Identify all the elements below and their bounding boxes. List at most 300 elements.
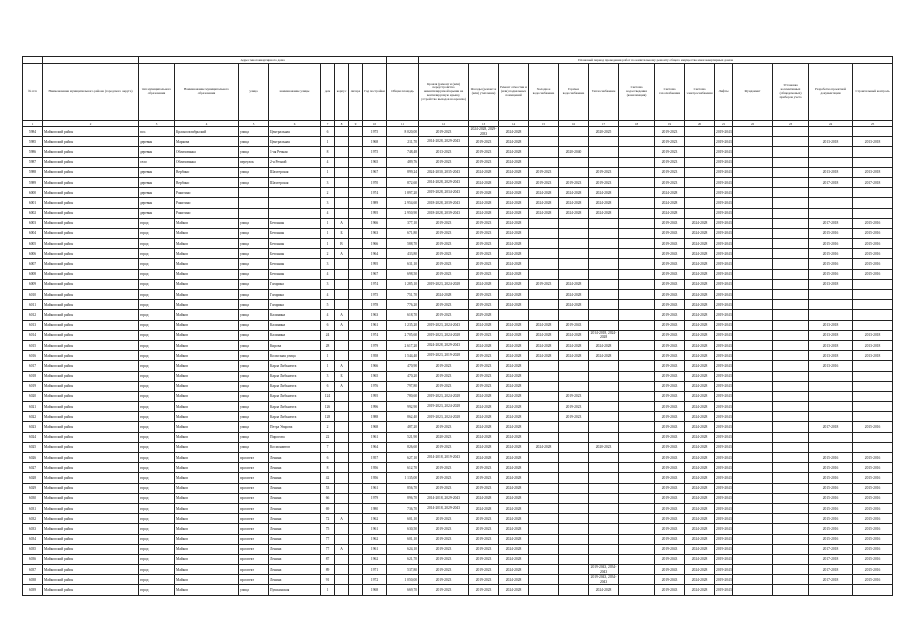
table-cell: Калинина [269,310,321,320]
table-cell: 2019-2023 [419,442,469,452]
table-cell: улица [239,340,269,350]
column-header: литера [349,64,363,121]
table-cell [853,402,893,412]
table-cell: Майкоп [175,412,239,422]
column-header: Установка коллективных (общедомовых) приборов учета [773,64,809,121]
table-cell: 2019-2023 [655,157,685,167]
table-cell: 3 [321,177,335,187]
table-cell: город [139,503,175,513]
table-cell: 2019-2023 [529,279,559,289]
table-cell: 6023 [23,422,43,432]
table-cell [733,127,773,137]
table-cell: 2019-2043 [715,534,733,544]
table-cell [619,391,655,401]
table-cell: 2024-2028 [655,198,685,208]
table-cell [733,228,773,238]
table-cell: 66 [321,493,335,503]
table-cell [589,463,619,473]
table-cell: улица [239,147,269,157]
table-cell: 2019-2043 [655,361,685,371]
table-cell: 91 [321,575,335,585]
table-cell: 2024-2028 [685,239,715,249]
table-cell: 22 [321,432,335,442]
table-cell [559,432,589,442]
table-cell: 2017-2018 [809,554,853,564]
table-cell: Маркова [175,137,239,147]
table-cell: 2019-2043 [715,137,733,147]
table-cell [239,188,269,198]
column-header: Система водоотведения (канализация) [619,64,655,121]
table-cell [733,371,773,381]
table-cell: деревня [139,208,175,218]
table-cell: Майкоп [175,544,239,554]
table-row [23,259,893,269]
table-cell [619,310,655,320]
table-cell: 72 [321,514,335,524]
table-cell: 2019-2023 [529,167,559,177]
table-cell: 6016 [23,351,43,361]
table-cell [529,565,559,575]
table-cell: 1 544,40 [387,351,419,361]
table-cell [853,412,893,422]
table-cell: 2024-2028 [499,381,529,391]
table-cell: 537,80 [387,565,419,575]
table-cell: 1979 [363,493,387,503]
table-cell [589,228,619,238]
table-cell [335,300,349,310]
table-cell [773,381,809,391]
table-cell [853,442,893,452]
table-cell: Б [335,371,349,381]
table-cell [853,147,893,157]
table-cell: 2024-2028 [685,371,715,381]
table-cell: 7 [321,442,335,452]
table-cell: 2024-2028 [469,177,499,187]
table-cell [685,208,715,218]
table-cell [619,147,655,157]
table-cell: 612,70 [387,463,419,473]
table-cell: 2019-2023 [419,239,469,249]
table-cell: 2019-2043 [655,493,685,503]
table-cell: 2019-2043 [715,239,733,249]
table-cell [733,259,773,269]
table-cell [529,249,559,259]
header-spacer [43,57,139,64]
table-cell: 2024-2028 [499,330,529,340]
table-cell: 2019-2023 [469,524,499,534]
table-cell: 2014-2028, 2029-2043 [419,137,469,147]
table-cell: 2019-2023 [469,483,499,493]
table-cell [619,544,655,554]
table-cell: проспект [239,514,269,524]
table-cell: Майкопский район [43,442,139,452]
table-cell: 2024-2028 [685,320,715,330]
table-cell: 2019-2023 [419,249,469,259]
table-cell: Майкопский район [43,483,139,493]
table-cell: Майкоп [175,493,239,503]
table-cell: Майкоп [175,340,239,350]
table-cell: 2015-2016 [853,473,893,483]
table-cell [529,554,559,564]
table-cell: 2015-2016 [809,514,853,524]
table-cell: 2024-2028 [469,422,499,432]
table-cell: 1 [321,351,335,361]
table-row [23,167,893,177]
table-cell: 1976 [363,381,387,391]
table-cell [349,218,363,228]
table-cell [685,198,715,208]
table-cell: 2019-2023, 2024-2028 [419,412,469,422]
column-number: 10 [363,121,387,127]
table-cell: А [335,514,349,524]
table-cell [349,422,363,432]
table-cell [809,391,853,401]
table-row [23,310,893,320]
table-cell: 2019-2043 [715,188,733,198]
table-row [23,300,893,310]
table-cell: 2019-2023 [469,585,499,595]
table-cell: 2019-2043 [715,208,733,218]
table-cell: 2019-2043 [655,351,685,361]
table-cell: город [139,310,175,320]
table-cell: 2015-2016 [809,463,853,473]
table-cell [349,147,363,157]
table-cell: 2024-2028 [469,442,499,452]
table-cell: проспект [239,503,269,513]
table-cell [559,554,589,564]
table-cell: 2019-2043 [655,391,685,401]
table-cell [589,493,619,503]
table-cell: А [335,249,349,259]
table-cell [589,320,619,330]
table-cell [733,453,773,463]
table-cell: 2015-2016 [809,524,853,534]
table-cell: 2019-2023 [469,575,499,585]
table-cell: 1979 [363,340,387,350]
table-row [23,432,893,442]
table-cell: город [139,575,175,585]
table-cell: 2015-2016 [853,534,893,544]
table-cell: 2 950,90 [387,208,419,218]
table-cell: Облизованка [175,147,239,157]
table-cell: 2024-2028, 2029-2033 [469,127,499,137]
table-cell [349,575,363,585]
table-cell: 2024-2028 [499,249,529,259]
table-cell: 797,80 [387,381,419,391]
table-cell [349,239,363,249]
table-cell: 2019-2023 [469,218,499,228]
table-cell: 2024-2028 [469,198,499,208]
table-cell: 2024-2028 [499,300,529,310]
table-cell [853,320,893,330]
table-cell: 899,24 [387,167,419,177]
table-cell [335,422,349,432]
table-cell: 1 050,00 [387,575,419,585]
table-cell [335,453,349,463]
table-cell: Майкоп [175,300,239,310]
table-cell: 1 235,20 [387,320,419,330]
table-cell [809,402,853,412]
table-cell [773,453,809,463]
table-cell: Гагарина [269,279,321,289]
column-number: 23 [773,121,809,127]
table-cell: 751,70 [387,290,419,300]
table-cell: улица [239,177,269,187]
table-cell: 621,70 [387,554,419,564]
table-cell: улица [239,249,269,259]
table-cell: 2019-2043 [715,147,733,157]
table-cell [349,361,363,371]
table-cell: 2019-2043 [715,371,733,381]
table-cell: 2024-2028 [499,127,529,137]
table-cell: 2019-2023 [419,381,469,391]
table-cell: 2024-2028 [469,279,499,289]
table-cell: 2014-2018, 2029-2043 [419,503,469,513]
column-header: наименование улицы [269,64,321,121]
table-cell: 2013-2018 [853,330,893,340]
table-cell [733,269,773,279]
table-cell [733,330,773,340]
table-cell: 2019-2023 [589,177,619,187]
table-cell: 2019-2023 [469,269,499,279]
table-cell: 2024-2028 [499,565,529,575]
table-row [23,290,893,300]
table-cell [853,310,893,320]
table-cell: 1963 [363,310,387,320]
table-cell [589,269,619,279]
table-cell [853,157,893,167]
table-cell [559,483,589,493]
table-cell: 2017-2018 [809,575,853,585]
table-cell: Майкоп [175,554,239,564]
table-cell [529,432,559,442]
table-cell [529,575,559,585]
table-cell: 2024-2028 [685,585,715,595]
table-cell [773,422,809,432]
table-cell: 6005 [23,239,43,249]
table-cell: 2015-2016 [853,463,893,473]
table-cell: улица [239,432,269,442]
table-cell [853,279,893,289]
table-cell [529,534,559,544]
table-cell: село [139,157,175,167]
table-cell: 2020-2040 [559,147,589,157]
column-header: Теплоснабжение [589,64,619,121]
table-cell: Майкопский район [43,565,139,575]
table-cell: Майкопский район [43,534,139,544]
table-cell [809,147,853,157]
table-cell: Ленина [269,483,321,493]
table-cell: 2019-2023 [655,177,685,187]
table-cell: 2019-2043 [655,330,685,340]
table-cell [349,381,363,391]
table-cell: проспект [239,473,269,483]
column-header: улица [239,64,269,121]
table-cell [589,534,619,544]
table-cell: 2024-2028 [499,269,529,279]
table-cell: 2019-2023 [419,524,469,534]
table-cell: Майкоп [175,402,239,412]
table-cell: 6021 [23,402,43,412]
table-cell: 2024-2028 [685,493,715,503]
table-cell [773,228,809,238]
table-cell: 1 [321,361,335,371]
table-cell: 2019-2043 [655,565,685,575]
table-cell [773,279,809,289]
table-cell: Космонавтов [269,442,321,452]
table-cell: 2015-2016 [853,514,893,524]
table-cell [809,585,853,595]
column-header: Лифты [715,64,733,121]
table-cell [619,198,655,208]
table-cell [335,391,349,401]
table-cell: 2019-2043 [655,259,685,269]
table-cell: Бетонная [269,239,321,249]
table-cell: 2019-2043 [715,391,733,401]
table-cell [853,290,893,300]
table-cell: 2019-2023 [469,463,499,473]
table-cell [239,198,269,208]
table-cell [559,269,589,279]
table-cell: Майкоп [175,269,239,279]
table-cell: 4 [321,157,335,167]
table-row [23,351,893,361]
table-cell: 2024-2028 [685,361,715,371]
table-cell: А [335,218,349,228]
table-cell: 1 [321,228,335,238]
table-cell: 2017-2018 [809,422,853,432]
table-cell [773,249,809,259]
table-cell: Майкопский район [43,198,139,208]
table-cell: 2024-2028 [499,361,529,371]
table-cell: 2 [321,188,335,198]
table-cell: 2019-2023 [469,381,499,391]
table-cell: 2024-2028 [685,259,715,269]
table-cell: 2024-2028 [685,544,715,554]
table-cell [529,391,559,401]
table-cell: 2024-2028 [499,279,529,289]
table-cell: улица [239,585,269,595]
column-number: 9 [349,121,363,127]
table-cell: 2024-2028 [685,422,715,432]
table-cell [773,147,809,157]
table-cell: пос. [139,127,175,137]
table-cell: 588,70 [387,239,419,249]
table-cell: 75 [321,524,335,534]
table-cell: город [139,351,175,361]
table-cell: 2019-2023 [419,127,469,137]
table-cell [853,432,893,442]
table-cell: 2024-2028 [589,585,619,595]
table-cell: 2017-2018 [809,544,853,554]
table-cell: 2013-2018 [809,320,853,330]
table-cell: 872,60 [387,177,419,187]
table-cell [619,565,655,575]
table-cell [773,269,809,279]
table-cell [559,371,589,381]
table-cell [619,340,655,350]
table-cell [335,412,349,422]
table-cell: 862,40 [387,412,419,422]
table-cell [773,565,809,575]
table-cell: 2024-2028 [685,228,715,238]
table-cell: 2019-2043 [715,218,733,228]
table-cell: 8 [321,147,335,157]
table-cell: 2020-2023 [589,442,619,452]
table-cell: 2019-2023, 2024-2028 [419,279,469,289]
table-cell: 2019-2023 [469,473,499,483]
table-cell: 780,60 [387,391,419,401]
table-cell: 2019-2023 [655,137,685,147]
table-row [23,239,893,249]
table-cell: 2019-2043 [655,544,685,554]
table-cell [349,228,363,238]
table-cell: 1966 [363,218,387,228]
table-cell [619,524,655,534]
table-cell [809,381,853,391]
table-cell: 2024-2028 [685,432,715,442]
table-cell [853,300,893,310]
table-row [23,503,893,513]
table-cell: 2013-2018 [809,279,853,289]
table-cell: Майкоп [175,442,239,452]
table-cell: 2019-2023 [559,412,589,422]
table-cell [619,167,655,177]
table-cell: А [335,310,349,320]
table-cell: 2019-2023 [469,514,499,524]
table-cell: Майкопский район [43,269,139,279]
table-cell: 748,48 [387,147,419,157]
table-cell: 2019-2023 [469,157,499,167]
table-cell [349,585,363,595]
table-cell: 6032 [23,514,43,524]
table-cell: проспект [239,554,269,564]
table-cell [335,330,349,340]
table-cell: 2024-2028 [499,208,529,218]
table-row [23,371,893,381]
table-cell: 6001 [23,198,43,208]
table-cell [589,371,619,381]
table-cell [529,524,559,534]
table-cell: город [139,269,175,279]
table-cell: город [139,320,175,330]
table-cell: 128 [321,412,335,422]
table-cell: 2019-2043 [715,290,733,300]
table-cell [733,188,773,198]
table-cell: 6019 [23,381,43,391]
table-cell: 2019-2023, 2024-2028 [419,330,469,340]
table-cell: 2024-2028 [685,351,715,361]
table-cell: 2024-2028 [529,340,559,350]
table-cell: 2024-2028 [559,188,589,198]
table-cell: 77 [321,534,335,544]
table-cell [589,503,619,513]
table-cell: переулок [239,157,269,167]
table-cell: 1967 [363,167,387,177]
table-cell: 1975 [363,147,387,157]
table-cell: 2019-2023 [469,554,499,564]
table-cell: 1956 [363,463,387,473]
table-cell: 2019-2023 [419,585,469,595]
table-cell: 2015-2016 [809,269,853,279]
column-number: 22 [733,121,773,127]
table-cell: 2024-2028 [559,340,589,350]
table-cell [349,391,363,401]
table-cell [529,483,559,493]
table-cell: 2019-2023 [469,249,499,259]
table-cell [853,391,893,401]
table-cell: Майкопский район [43,381,139,391]
